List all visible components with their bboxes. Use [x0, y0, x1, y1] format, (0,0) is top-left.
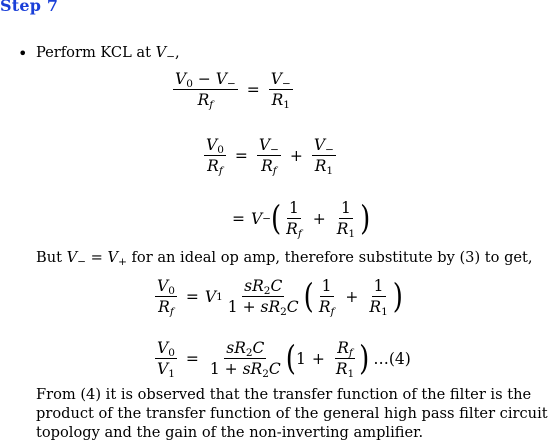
equation-3: = V − ( $\frac{1}{R_f}$ + $\frac{1}{R_1}$ )	[232, 199, 371, 240]
conclusion-line-2: product of the transfer function of the general high pass filter circuit	[36, 405, 548, 422]
eq5-gain-fraction: $\frac{R_f}{R_1}$	[335, 339, 355, 380]
equation-1: $\frac{V_0 - V_-}{R_f}$ = $\frac{V_-}{R_1}$	[175, 70, 291, 111]
eq2-term1-fraction: $\frac{V_-}{R_f}$	[258, 136, 279, 177]
kcl-intro-text: Perform KCL at	[36, 44, 156, 61]
eq4-lhs-fraction: $\frac{V_0}{R_f}$	[157, 277, 175, 318]
equation-tag: (4)	[388, 349, 411, 368]
substitution-text	[36, 248, 533, 268]
eq5-lhs-fraction: $\frac{V_0}{V_1}$	[157, 339, 175, 380]
kcl-var-sub: −	[166, 51, 175, 63]
conclusion-line-3: topology and the gain of the non-inverting amplifier.	[36, 424, 424, 441]
kcl-intro	[36, 43, 180, 63]
eq4-term2-fraction: $\frac{1}{R_1}$	[369, 277, 388, 318]
subst-vplus: V	[107, 249, 119, 266]
bullet-marker: •	[18, 44, 28, 63]
eq3-term2-fraction: $\frac{1}{R_1}$	[336, 199, 356, 240]
equation-2: $\frac{V_0}{R_f}$ = $\frac{V_-}{R_f}$ + $\frac{V_-}{R_1}$	[206, 136, 334, 177]
eq4-term1-fraction: $\frac{1}{R_f}$	[318, 277, 335, 318]
equation-5: $\frac{V_0}{V_1}$ = $\frac{sR_2C}{1 + sR_2C}$ ( 1 + $\frac{R_f}{R_1}$ ) … (4)	[157, 339, 411, 380]
kcl-intro-tail: ,	[175, 44, 180, 61]
eq5-transfer-fraction: $\frac{sR_2C}{1 + sR_2C}$	[209, 339, 281, 380]
eq1-rhs-fraction: $\frac{V_-}{R_1}$	[270, 70, 291, 111]
subst-part2: for an ideal op amp, therefore substitute by (3) to get,	[126, 249, 533, 266]
subst-vminus-sub: −	[77, 256, 86, 268]
subst-vminus: V	[66, 249, 78, 266]
subst-eq: =	[86, 249, 108, 266]
step-title: Step 7	[0, 0, 59, 15]
eq2-term2-fraction: $\frac{V_-}{R_1}$	[313, 136, 334, 177]
eq2-lhs-fraction: $\frac{V_0}{R_f}$	[206, 136, 224, 177]
subst-vplus-sub: +	[118, 256, 127, 268]
kcl-var: V	[155, 44, 167, 61]
eq3-term1-fraction: $\frac{1}{R_f}$	[286, 199, 302, 240]
equation-4: $\frac{V_0}{R_f}$ = V 1 $\frac{sR_2C}{1 + sR_2C}$ ( $\frac{1}{R_f}$ + $\frac{1}{R_1}$ )	[157, 277, 403, 318]
eq4-transfer-fraction: $\frac{sR_2C}{1 + sR_2C}$	[227, 277, 299, 318]
subst-part1: But	[36, 249, 67, 266]
conclusion-line-1: From (4) it is observed that the transfer function of the filter is the	[36, 386, 532, 403]
eq1-lhs-fraction: $\frac{V_0 - V_-}{R_f}$	[175, 70, 236, 111]
